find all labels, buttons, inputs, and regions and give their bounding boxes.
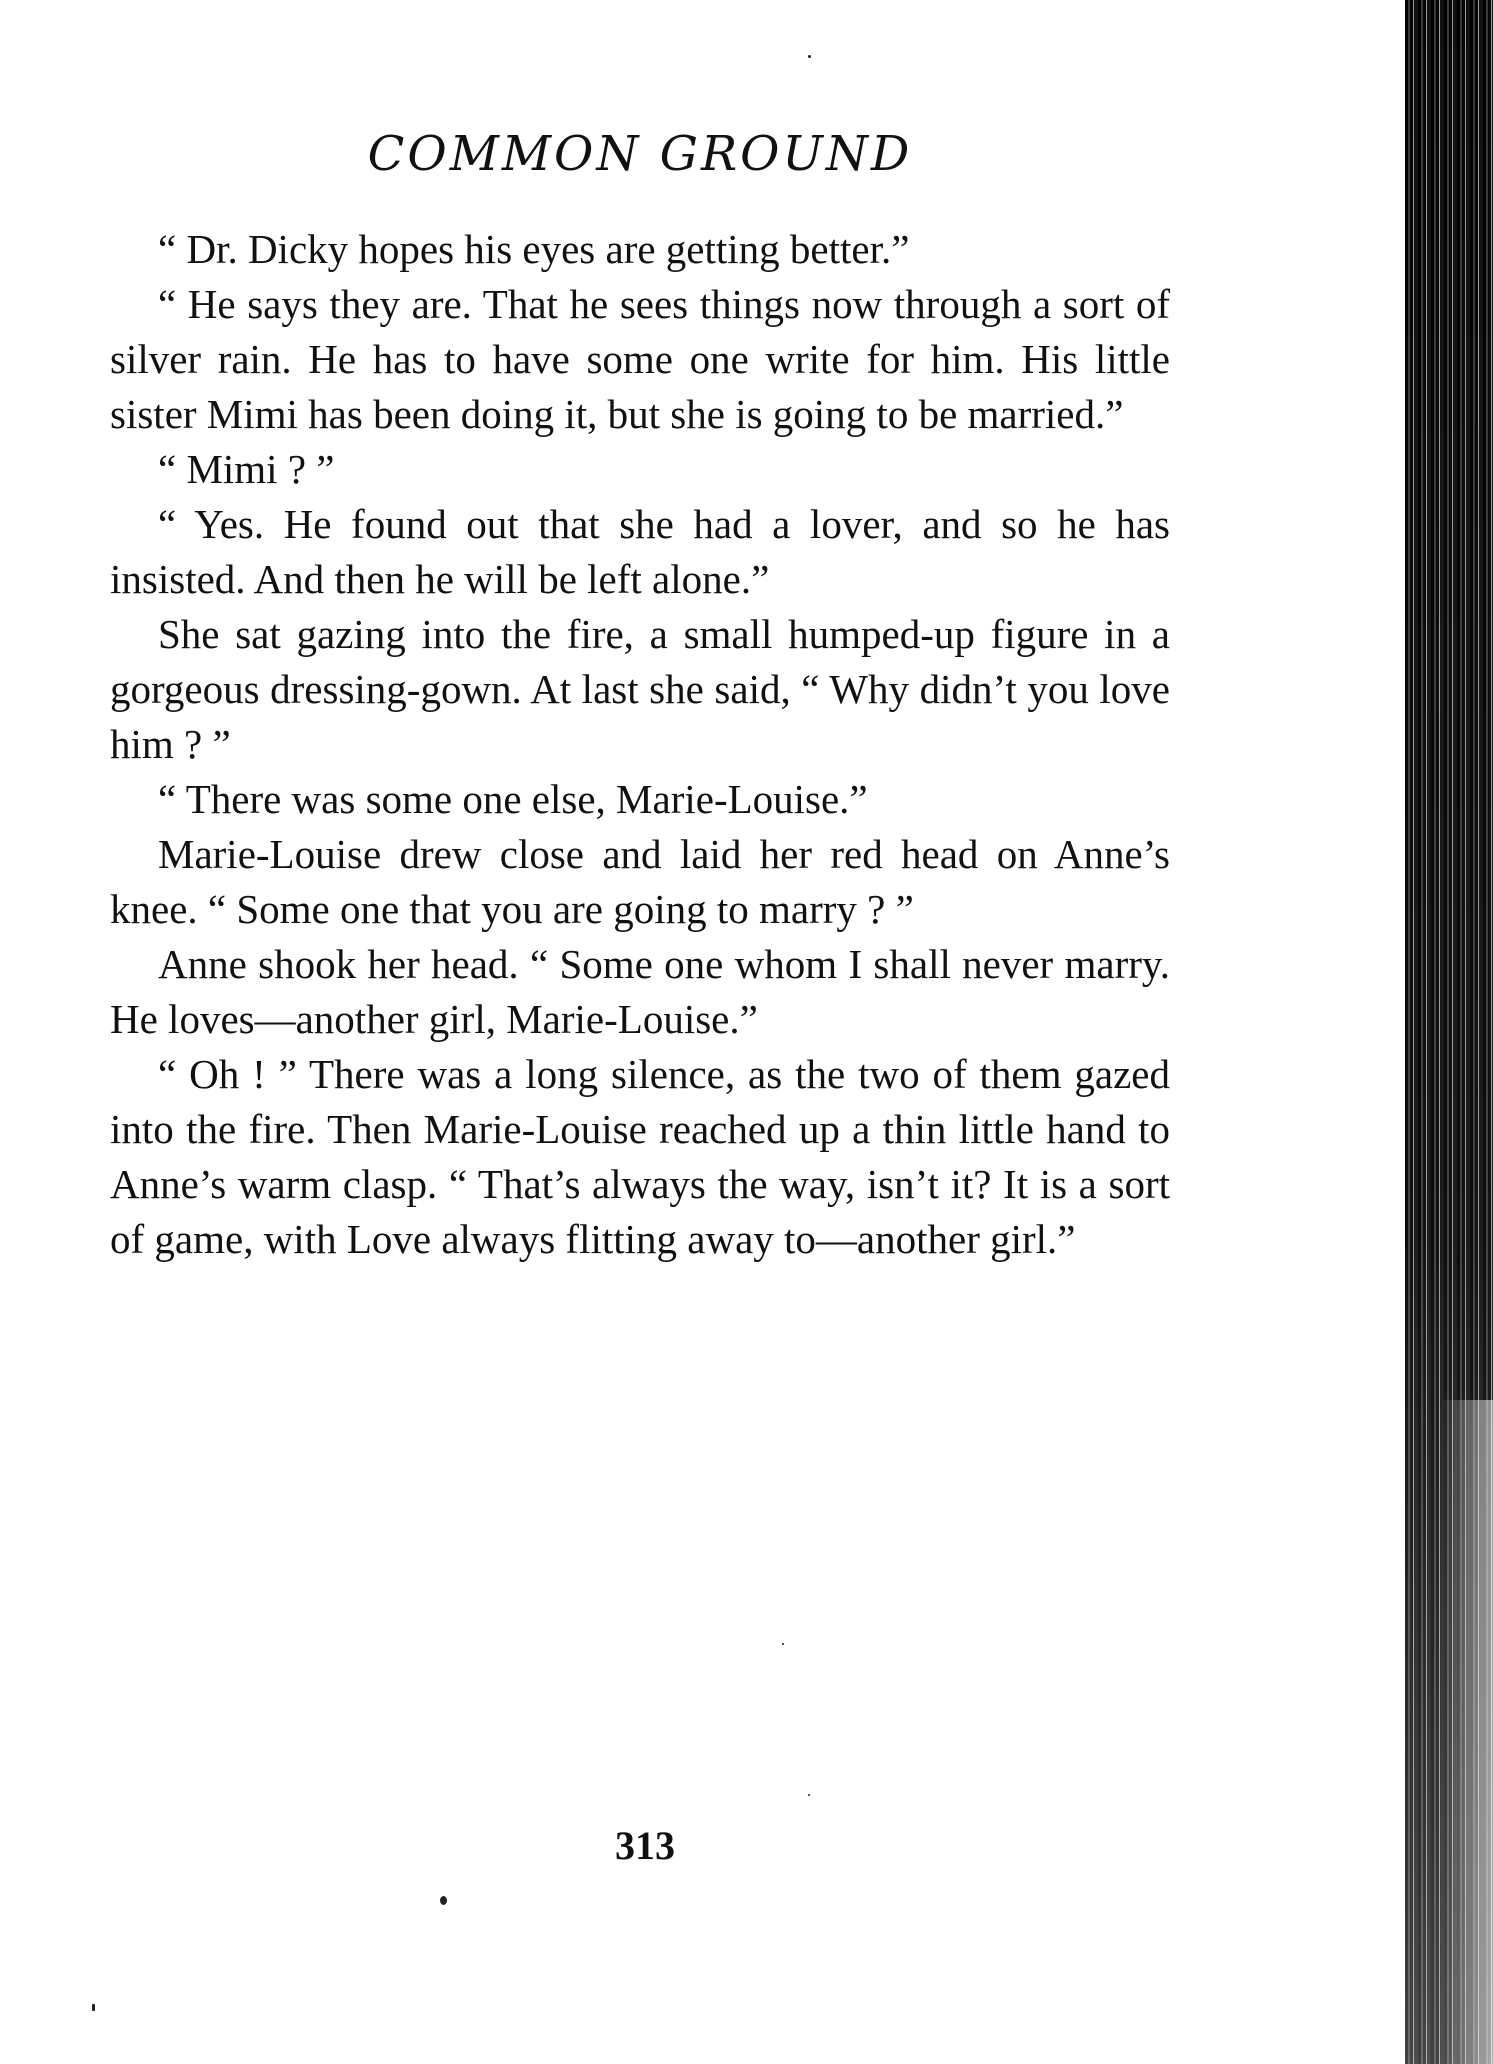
- page-edge-fade: [1405, 1400, 1493, 2064]
- paragraph: “ Mimi ? ”: [158, 446, 335, 492]
- ink-speck: [808, 55, 811, 58]
- ink-speck: [808, 1794, 810, 1796]
- body-text: [110, 222, 1170, 1267]
- paragraph: Marie-Louise drew close and laid her red head on Anne’s knee. “ Some one that you are going to marry ? ”: [110, 831, 1170, 932]
- paragraph: “ He says they are. That he sees things now through a sort of silver rain. He has to have some one write for him. His little sister Mimi has been doing it, but she is going to be married.”: [110, 281, 1170, 437]
- paragraph: She sat gazing into the fire, a small humped-up figure in a gorgeous dressing-gown. At last she said, “ Why didn’t you love him ? ”: [110, 611, 1170, 767]
- paragraph: “ Dr. Dicky hopes his eyes are getting better.”: [158, 226, 910, 272]
- ink-speck: [440, 1896, 447, 1905]
- paragraph: “ There was some one else, Marie-Louise.”: [158, 776, 868, 822]
- ink-speck: [92, 2004, 95, 2011]
- ink-speck: [782, 1643, 784, 1645]
- running-header: COMMON GROUND: [367, 126, 913, 182]
- paragraph: “ Yes. He found out that she had a lover, and so he has insisted. And then he will be left alone.”: [110, 501, 1170, 602]
- paragraph: “ Oh ! ” There was a long silence, as the two of them gazed into the fire. Then Marie-Louise reached up a thin little hand to Anne’s warm clasp. “ That’s always the way, isn’t it? It is a sort of game, with Love always flitting away to—another girl.”: [110, 1051, 1170, 1262]
- page-number: 313: [615, 1823, 675, 1868]
- paragraph: Anne shook her head. “ Some one whom I shall never marry. He loves—another girl, Marie-Louise.”: [110, 941, 1170, 1042]
